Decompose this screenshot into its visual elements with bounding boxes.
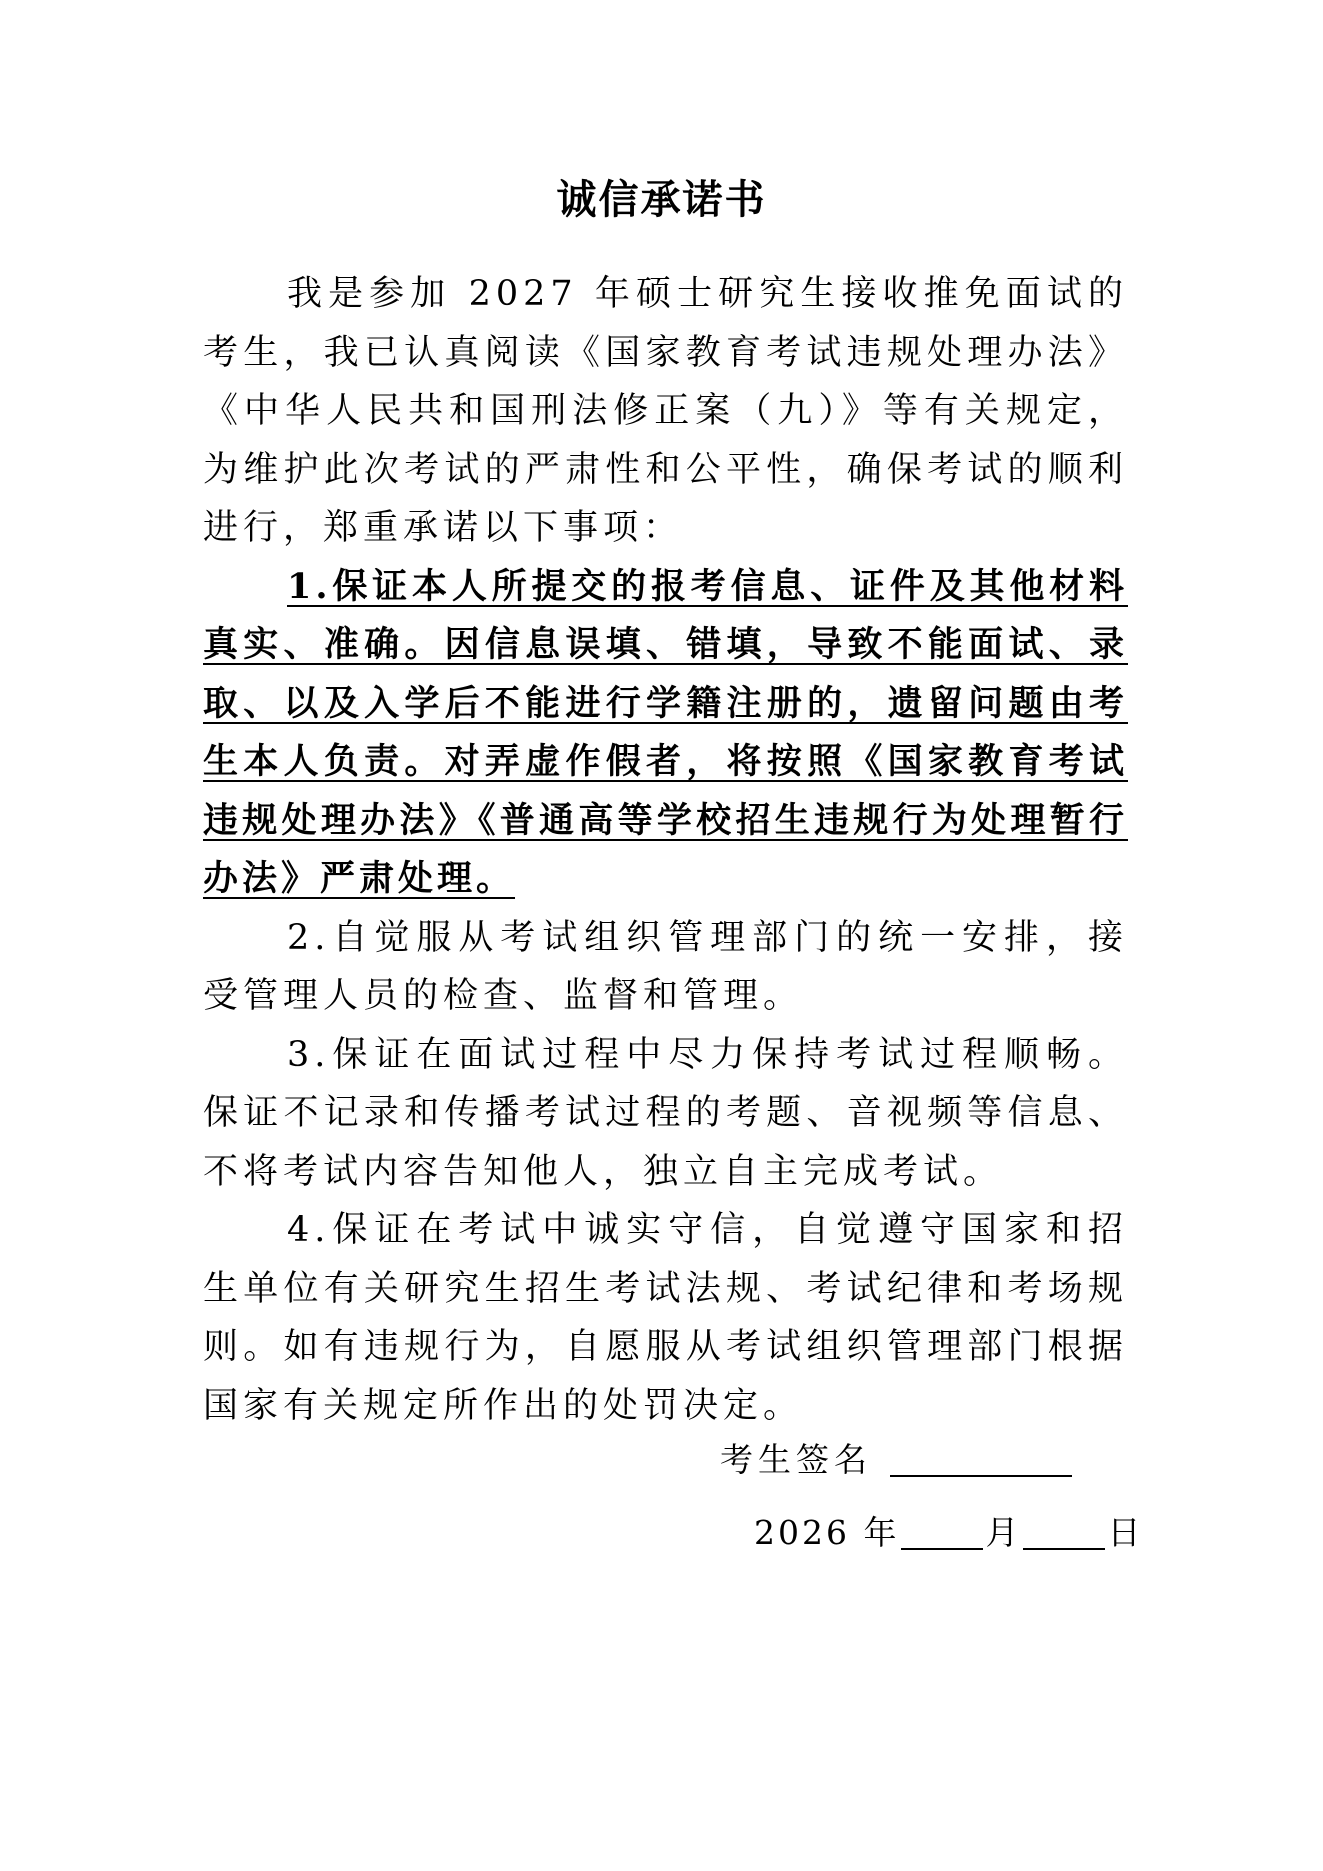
month-blank	[901, 1512, 983, 1550]
commitment-item-3: 3.保证在面试过程中尽力保持考试过程顺畅。保证不记录和传播考试过程的考题、音视频等信息、不将考试内容告知他人，独立自主完成考试。	[203, 1034, 1128, 1192]
intro-paragraph: 我是参加 2027 年硕士研究生接收推免面试的考生，我已认真阅读《国家教育考试违规处理办法》《中华人民共和国刑法修正案（九）》等有关规定，为维护此次考试的严肃性和公平性，确保考试的顺利进行，郑重承诺以下事项：	[203, 274, 1128, 548]
commitment-item-1: 1.保证本人所提交的报考信息、证件及其他材料真实、准确。因信息误填、错填，导致不能面试、录取、以及入学后不能进行学籍注册的，遗留问题由考生本人负责。对弄虚作假者，将按照《国家教育考试违规处理办法》《普通高等学校招生违规行为处理暂行办法》严肃处理。	[203, 565, 1128, 899]
date-month-unit: 月	[985, 1513, 1022, 1552]
date-year: 2026 年	[754, 1513, 900, 1552]
document-body	[203, 265, 1128, 1435]
signature-line	[720, 1435, 1074, 1485]
date-line	[754, 1508, 1143, 1558]
document-title: 诚信承诺书	[556, 176, 767, 223]
signature-blank	[890, 1439, 1072, 1477]
commitment-item-2: 2.自觉服从考试组织管理部门的统一安排，接受管理人员的检查、监督和管理。	[203, 917, 1128, 1016]
date-day-unit: 日	[1107, 1513, 1144, 1552]
commitment-item-4: 4.保证在考试中诚实守信，自觉遵守国家和招生单位有关研究生招生考试法规、考试纪律和考场规则。如有违规行为，自愿服从考试组织管理部门根据国家有关规定所作出的处罚决定。	[203, 1210, 1128, 1426]
day-blank	[1023, 1512, 1105, 1550]
signature-label: 考生签名	[720, 1440, 872, 1479]
